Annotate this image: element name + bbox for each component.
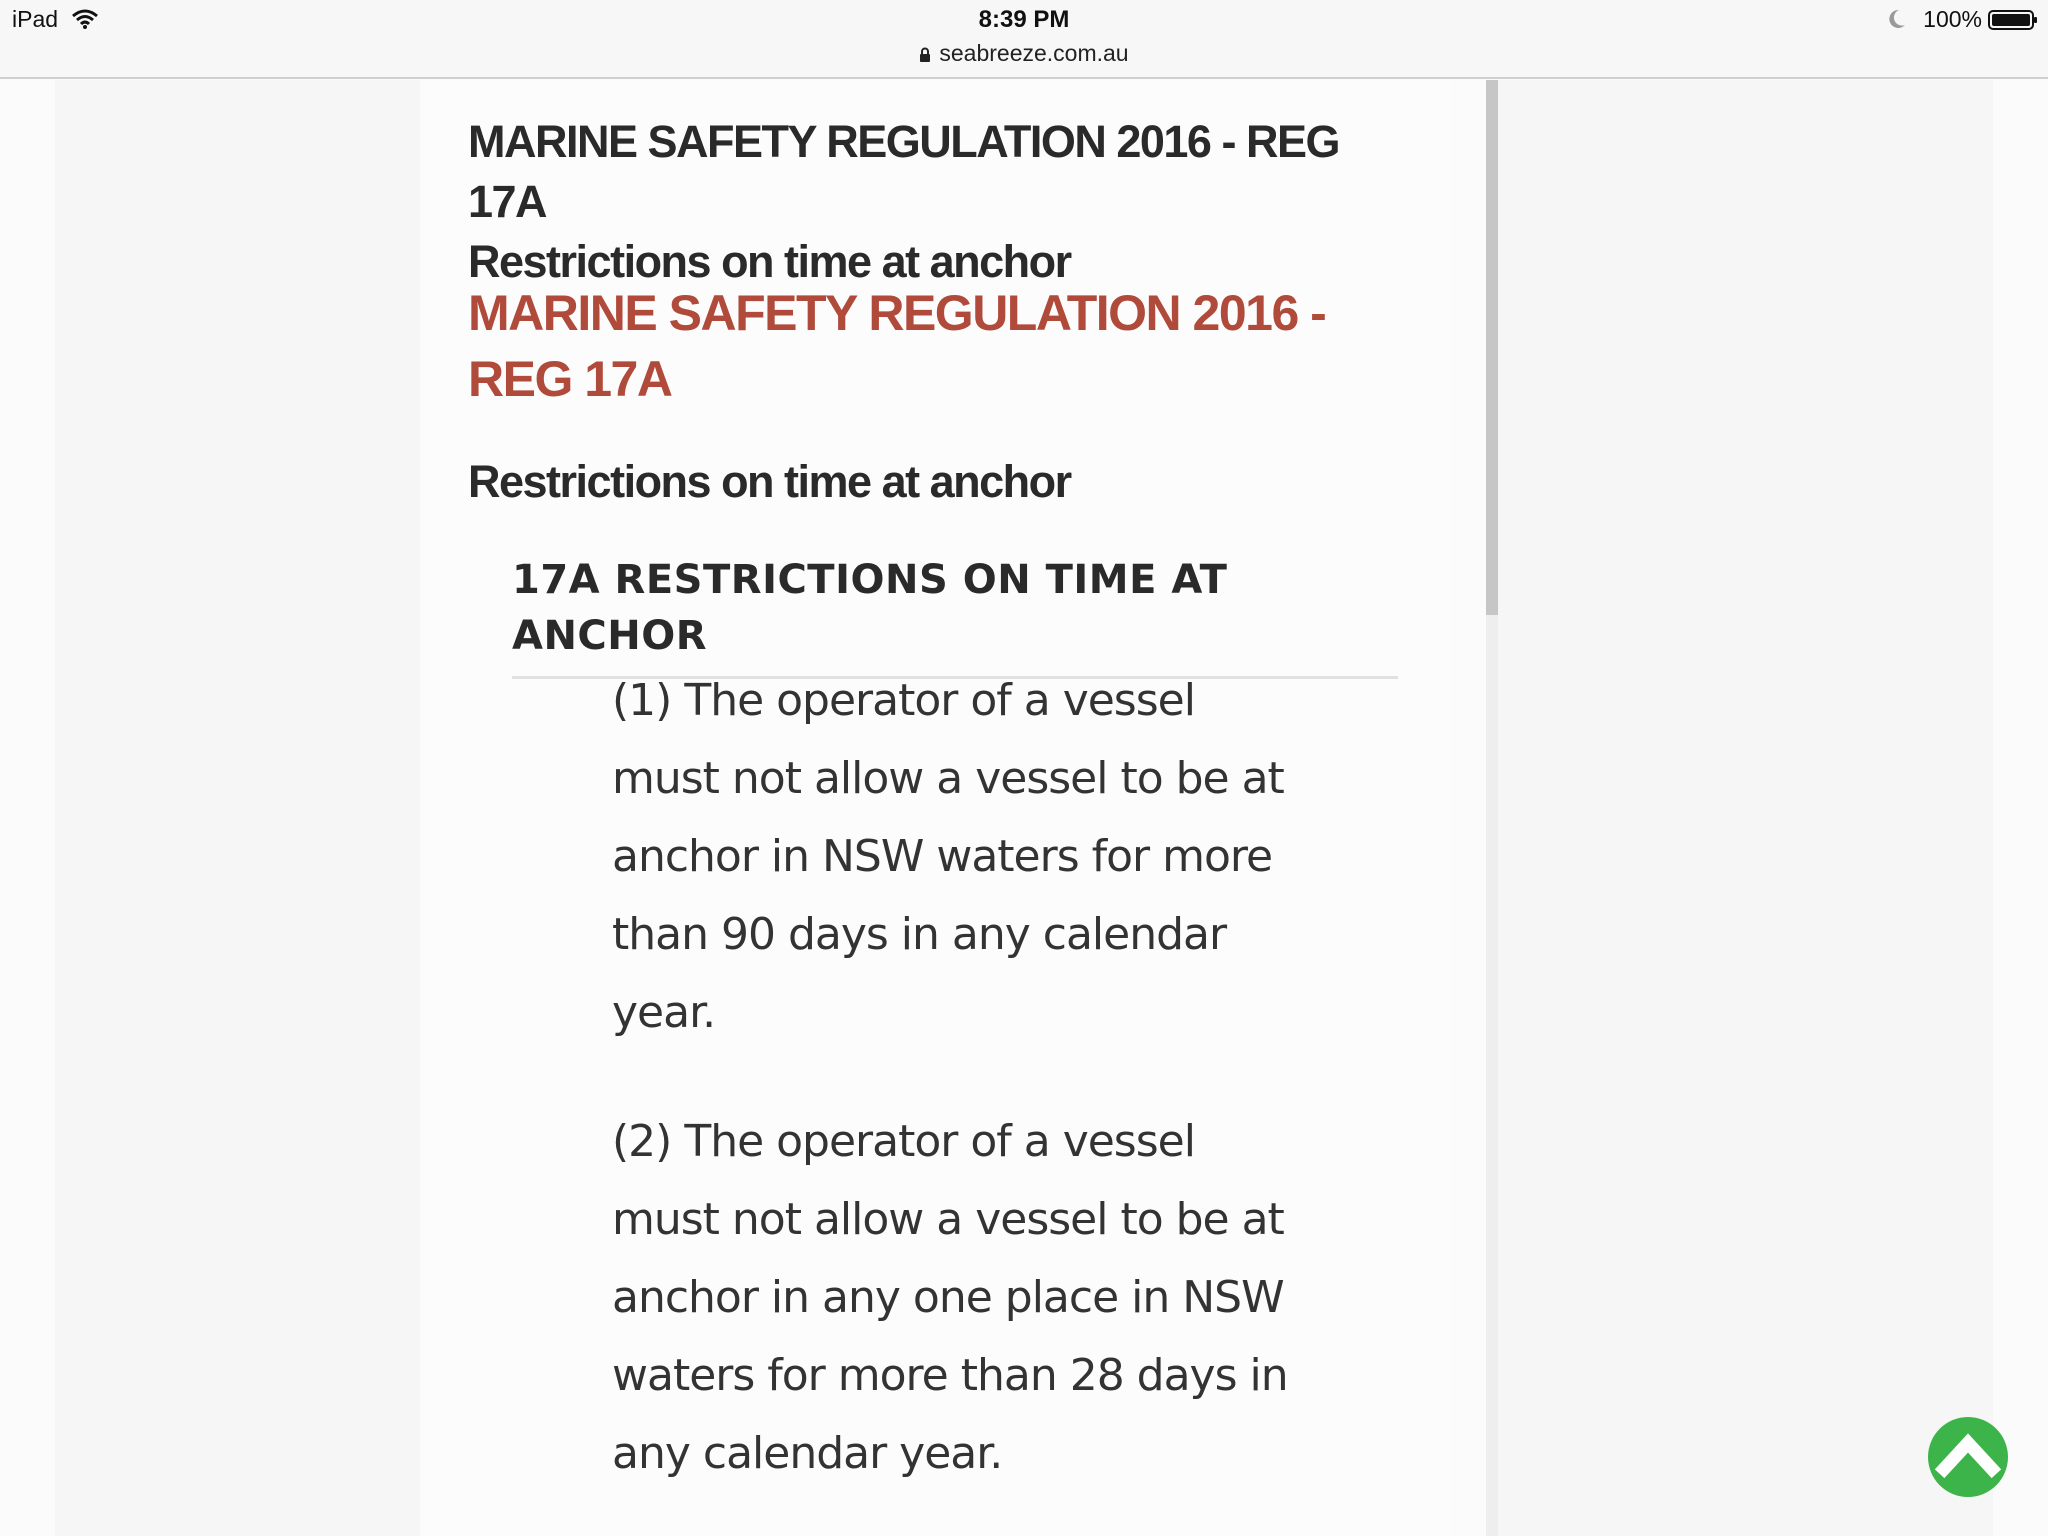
status-bar	[0, 0, 2048, 79]
lock-icon	[919, 47, 931, 62]
scroll-to-top-button[interactable]	[1928, 1417, 2008, 1497]
battery-icon	[1988, 10, 2038, 30]
battery-percentage: 100%	[1923, 6, 1982, 32]
device-label: iPad	[12, 6, 59, 32]
address-bar[interactable]	[0, 40, 2048, 67]
moon-icon	[1886, 8, 1906, 30]
url-text: seabreeze.com.au	[939, 40, 1129, 66]
page-title-line2: Restrictions on time at anchor	[468, 236, 1071, 287]
page-title-line1: MARINE SAFETY REGULATION 2016 - REG 17A	[468, 116, 1339, 227]
clock: 8:39 PM	[978, 6, 1070, 33]
section-heading: 17A RESTRICTIONS ON TIME AT ANCHOR	[512, 552, 1398, 679]
scrollbar-thumb[interactable]	[1486, 80, 1498, 615]
page-title	[468, 112, 1428, 292]
clause-1: (1) The operator of a vessel must not allow a vessel to be at anchor in NSW waters for more than 90 days in any calendar year.	[612, 675, 1284, 1038]
page-margin-right	[1498, 80, 1993, 1536]
chevron-up-icon	[1928, 1417, 2008, 1497]
regulation-heading-line1: MARINE SAFETY REGULATION 2016 -	[468, 285, 1326, 341]
page-margin-left	[55, 80, 420, 1536]
regulation-heading-line2: REG 17A	[468, 351, 672, 407]
regulation-heading	[468, 280, 1368, 412]
regulation-subheading: Restrictions on time at anchor	[468, 456, 1071, 507]
clause-2: (2) The operator of a vessel must not allow a vessel to be at anchor in any one place in NSW waters for more than 28 days in any calendar year.	[612, 1116, 1288, 1479]
